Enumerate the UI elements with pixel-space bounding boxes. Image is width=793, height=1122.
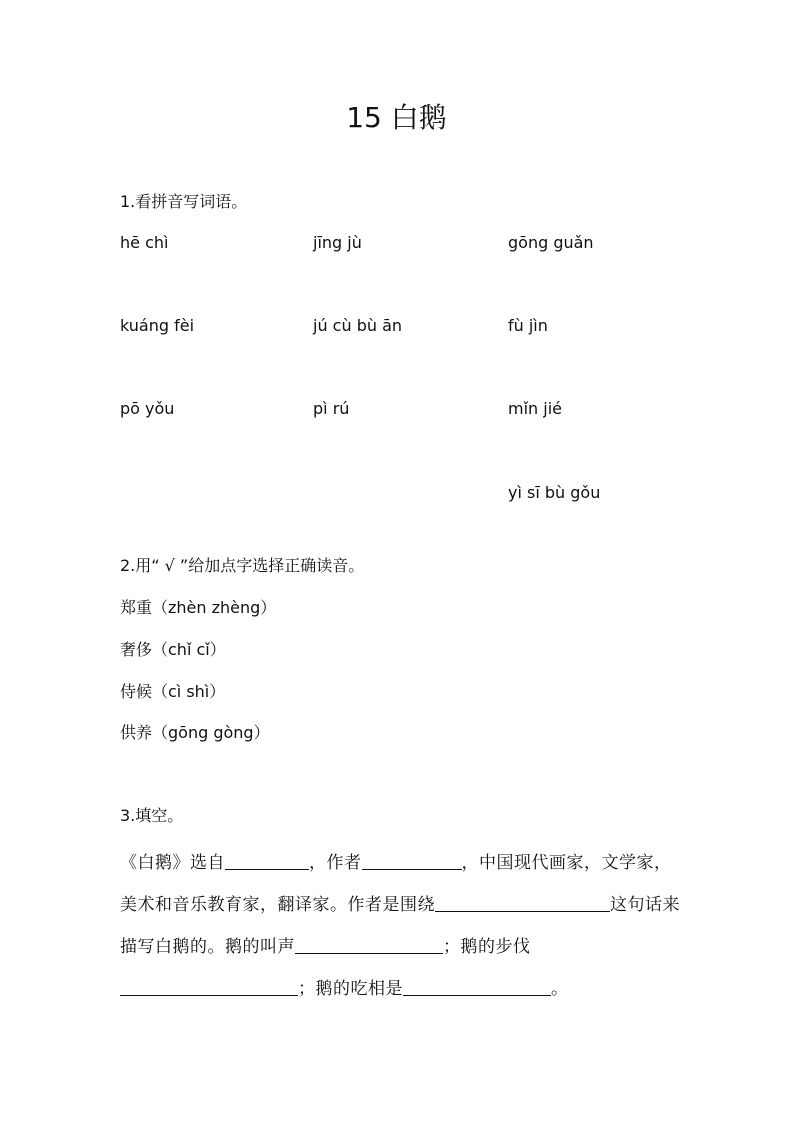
answer-blank[interactable] bbox=[225, 868, 309, 870]
pinyin-item: fù jìn bbox=[508, 316, 548, 335]
answer-blank[interactable] bbox=[120, 994, 298, 996]
pinyin-item: jú cù bù ān bbox=[313, 316, 403, 335]
pinyin-item: kuáng fèi bbox=[120, 316, 195, 335]
pinyin-item: jīng jù bbox=[313, 233, 362, 252]
pinyin-item: gōng guǎn bbox=[508, 233, 594, 252]
pinyin-item: mǐn jié bbox=[508, 399, 562, 418]
fill-text: ；鹅的步伐 bbox=[443, 937, 531, 957]
fill-text: 《白鹅》选自 bbox=[120, 853, 225, 873]
pinyin-item: pì rú bbox=[313, 399, 350, 418]
pinyin-item: hē chì bbox=[120, 233, 169, 252]
answer-blank[interactable] bbox=[435, 910, 610, 912]
question-3-heading: 3.填空。 bbox=[120, 806, 184, 825]
fill-text: 。 bbox=[551, 979, 569, 999]
fill-in-paragraph bbox=[120, 842, 680, 1010]
fill-text: 这句话来描写白鹅的。鹅的叫声 bbox=[120, 895, 680, 957]
reading-choice-item: 供养（gōng gòng） bbox=[120, 723, 270, 742]
fill-text: ，中国现代画家，文学家，美术和音乐教育家，翻译家。作者是围绕 bbox=[120, 853, 672, 915]
answer-blank[interactable] bbox=[295, 952, 443, 954]
answer-blank[interactable] bbox=[403, 994, 551, 996]
reading-choice-item: 侍候（cì shì） bbox=[120, 682, 226, 701]
pinyin-item: yì sī bù gǒu bbox=[508, 483, 601, 502]
page-title: 15 白鹅 bbox=[346, 101, 447, 134]
answer-blank[interactable] bbox=[362, 868, 462, 870]
pinyin-item: pō yǒu bbox=[120, 399, 175, 418]
question-2-heading: 2.用“ √ ”给加点字选择正确读音。 bbox=[120, 556, 365, 575]
fill-text: ，作者 bbox=[309, 853, 362, 873]
reading-choice-item: 奢侈（chǐ cǐ） bbox=[120, 640, 226, 659]
reading-choice-item: 郑重（zhèn zhèng） bbox=[120, 598, 277, 617]
fill-text: ；鹅的吃相是 bbox=[298, 979, 403, 999]
question-1-heading: 1.看拼音写词语。 bbox=[120, 192, 248, 211]
